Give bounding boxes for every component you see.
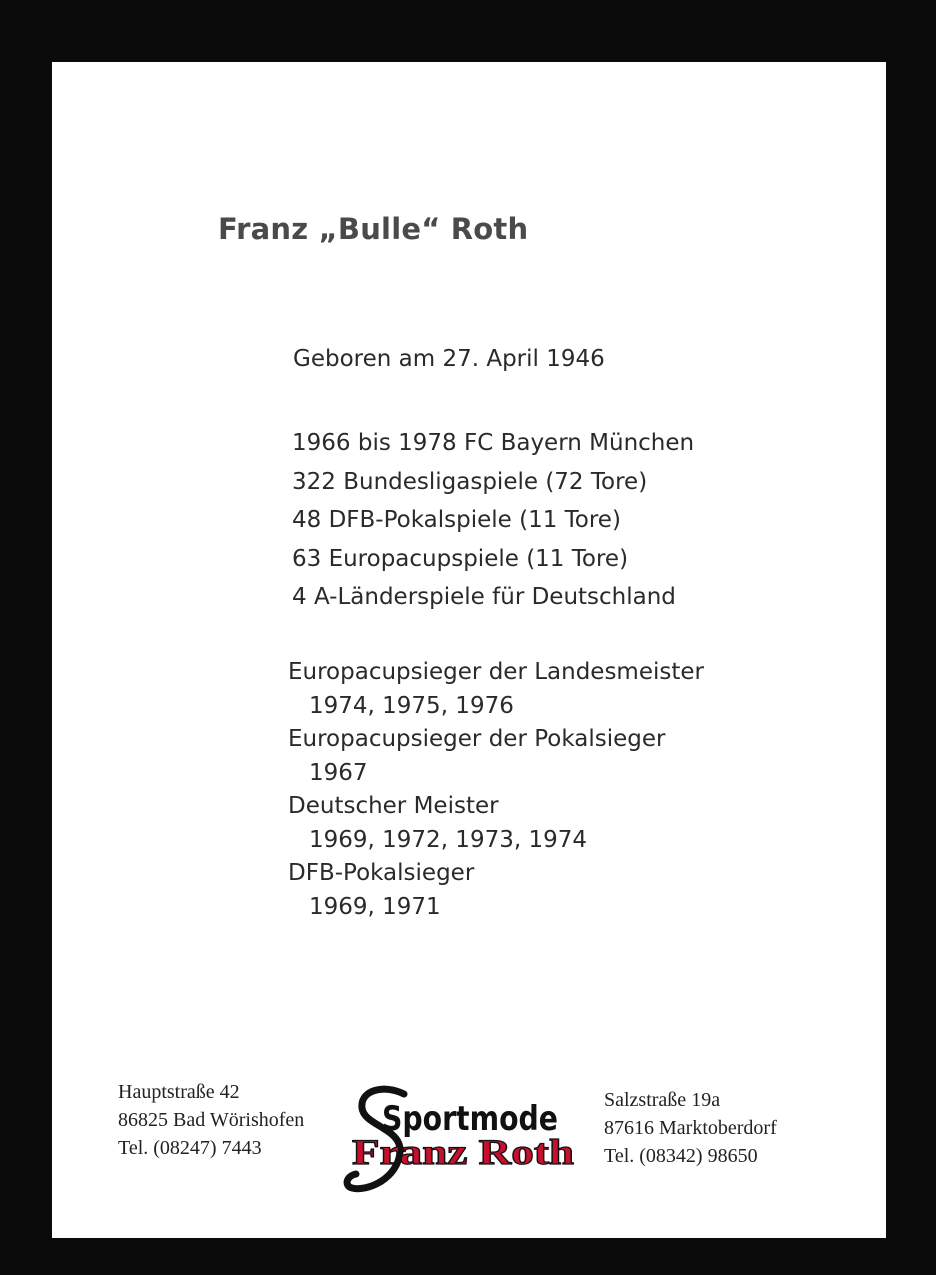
honor-years: 1974, 1975, 1976 xyxy=(309,692,514,719)
store-address-right xyxy=(604,1086,777,1170)
career-line: 1966 bis 1978 FC Bayern München xyxy=(292,430,695,456)
birth-date: Geboren am 27. April 1946 xyxy=(293,346,605,372)
store-street: Salzstraße 19a xyxy=(604,1089,721,1111)
honor-label: Deutscher Meister xyxy=(288,793,499,819)
career-stats xyxy=(292,424,694,617)
logo-line2: Franz Roth xyxy=(352,1132,574,1172)
career-line: 4 A-Länderspiele für Deutschland xyxy=(292,584,676,611)
store-street: Hauptstraße 42 xyxy=(118,1081,240,1103)
sportmode-logo xyxy=(342,1080,587,1198)
store-city: 87616 Marktoberdorf xyxy=(604,1117,777,1139)
honor-label: Europacupsieger der Pokalsieger xyxy=(288,726,666,752)
honor-years: 1969, 1972, 1973, 1974 xyxy=(309,826,587,853)
honors-list xyxy=(288,656,704,924)
honor-label: Europacupsieger der Landesmeister xyxy=(288,659,704,685)
store-city: 86825 Bad Wörishofen xyxy=(118,1109,305,1131)
career-line: 322 Bundesligaspiele (72 Tore) xyxy=(292,468,648,495)
store-phone: Tel. (08247) 7443 xyxy=(118,1137,262,1159)
career-line: 63 Europacupspiele (11 Tore) xyxy=(292,545,629,572)
honor-years: 1969, 1971 xyxy=(309,893,441,920)
store-phone: Tel. (08342) 98650 xyxy=(604,1145,758,1167)
autograph-card xyxy=(52,62,886,1238)
player-name: Franz „Bulle“ Roth xyxy=(218,212,529,246)
career-line: 48 DFB-Pokalspiele (11 Tore) xyxy=(292,507,621,534)
honor-label: DFB-Pokalsieger xyxy=(288,860,475,886)
honor-years: 1967 xyxy=(309,759,368,786)
store-address-left xyxy=(118,1078,304,1162)
logo-line1: Sportmode xyxy=(382,1099,558,1139)
